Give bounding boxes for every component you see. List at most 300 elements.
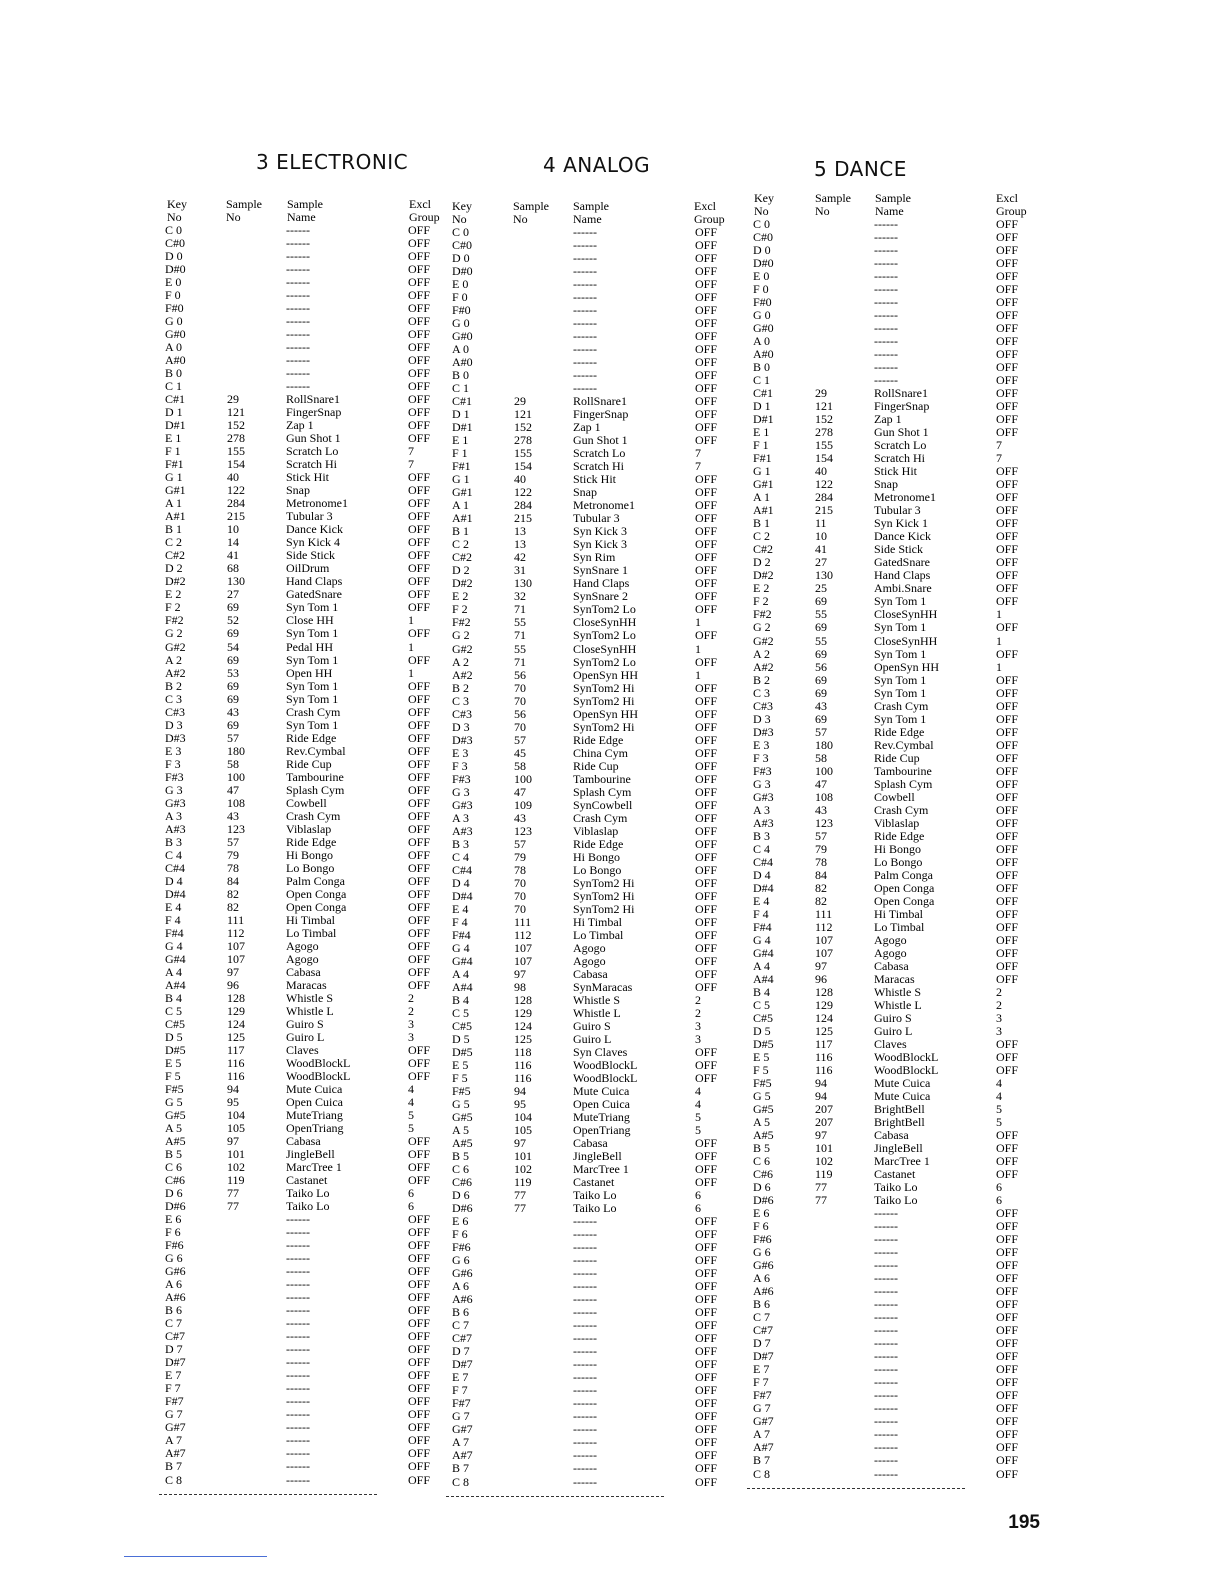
excl-group-cell: 4	[695, 1097, 701, 1112]
excl-group-cell: 4	[408, 1095, 414, 1110]
sample-name-cell: ------	[286, 379, 310, 394]
col-header-sample-no: Sample No	[815, 191, 851, 218]
sample-name-cell: ------	[573, 1318, 597, 1333]
excl-group-cell: OFF	[408, 782, 431, 797]
key-cell: F 6	[753, 1219, 769, 1234]
sample-no-cell: 96	[815, 971, 827, 986]
key-cell: A 4	[165, 964, 183, 979]
excl-group-cell: OFF	[695, 576, 718, 591]
sample-name-cell: SynTom2 Hi	[573, 680, 635, 695]
sample-name-cell: ------	[874, 1388, 898, 1403]
excl-group-cell: OFF	[695, 511, 718, 526]
key-cell: F#0	[753, 295, 772, 310]
key-cell: F#2	[165, 613, 184, 628]
excl-group-cell: OFF	[695, 654, 718, 669]
excl-group-cell: 4	[996, 1089, 1002, 1104]
excl-group-cell: 7	[695, 459, 701, 474]
excl-group-cell: 3	[695, 1018, 701, 1033]
excl-group-cell: OFF	[996, 802, 1019, 817]
key-cell: D 7	[452, 1344, 470, 1359]
sample-name-cell: GatedSnare	[874, 555, 930, 570]
sample-no-cell: 112	[815, 919, 833, 934]
excl-group-cell: OFF	[408, 353, 431, 368]
excl-group-cell: 1	[996, 633, 1002, 648]
key-cell: F 1	[452, 446, 468, 461]
key-cell: F#6	[452, 1240, 471, 1255]
sample-name-cell: Hi Bongo	[573, 849, 621, 864]
key-rows-dance	[753, 218, 1043, 1481]
sample-name-cell: Agogo	[573, 940, 606, 955]
table-row	[452, 916, 747, 929]
table-row	[452, 773, 747, 786]
sample-no-cell: 55	[514, 641, 526, 656]
sample-name-cell: ------	[573, 1344, 597, 1359]
sample-name-cell: Syn Tom 1	[286, 691, 339, 706]
key-cell: B 7	[452, 1461, 470, 1476]
key-cell: B 1	[165, 522, 183, 537]
excl-group-cell: OFF	[695, 953, 718, 968]
key-cell: A 7	[165, 1433, 183, 1448]
sample-name-cell: JingleBell	[286, 1147, 335, 1162]
key-cell: G#0	[165, 327, 186, 342]
sample-name-cell: Syn Tom 1	[286, 678, 339, 693]
excl-group-cell: OFF	[996, 971, 1019, 986]
excl-group-cell: OFF	[408, 1173, 431, 1188]
key-cell: B 6	[753, 1297, 771, 1312]
sample-no-cell: 116	[815, 1063, 833, 1078]
sample-name-cell: ------	[573, 1383, 597, 1398]
sample-name-cell: ------	[874, 243, 898, 258]
sample-name-cell: ------	[286, 275, 310, 290]
sample-name-cell: CloseSynHH	[874, 633, 938, 648]
sample-name-cell: Ride Cup	[874, 750, 920, 765]
table-row	[452, 929, 747, 942]
sample-no-cell: 278	[227, 431, 245, 446]
key-cell: C#1	[165, 392, 186, 407]
table-row	[165, 732, 455, 745]
excl-group-cell: OFF	[996, 737, 1019, 752]
key-cell: C#3	[753, 698, 774, 713]
sample-no-cell: 42	[514, 550, 526, 565]
sample-no-cell: 122	[514, 485, 532, 500]
table-row	[165, 706, 455, 719]
key-cell: E 6	[165, 1212, 182, 1227]
key-cell: F#6	[165, 1238, 184, 1253]
excl-group-cell: OFF	[408, 1316, 431, 1331]
sample-no-cell: 25	[815, 581, 827, 596]
key-cell: D#2	[452, 576, 473, 591]
sample-no-cell: 53	[227, 665, 239, 680]
sample-no-cell: 41	[227, 548, 239, 563]
sample-name-cell: Cabasa	[286, 1134, 321, 1149]
table-row	[165, 979, 455, 992]
sample-no-cell: 215	[514, 511, 532, 526]
excl-group-cell: OFF	[408, 847, 431, 862]
table-row	[452, 994, 747, 1007]
excl-group-cell: OFF	[408, 1355, 431, 1370]
key-cell: C#6	[165, 1173, 186, 1188]
excl-group-cell: OFF	[695, 836, 718, 851]
sample-name-cell: Cabasa	[286, 964, 321, 979]
key-cell: A#2	[165, 665, 186, 680]
excl-group-cell: OFF	[695, 1474, 718, 1489]
sample-name-cell: Castanet	[286, 1173, 328, 1188]
key-cell: D#6	[452, 1201, 473, 1216]
table-row	[165, 823, 455, 836]
excl-group-cell: OFF	[408, 1368, 431, 1383]
sample-name-cell: MarcTree 1	[286, 1160, 342, 1175]
excl-group-cell: 1	[695, 615, 701, 630]
sample-name-cell: Tubular 3	[573, 511, 620, 526]
excl-group-cell: OFF	[408, 496, 431, 511]
excl-group-cell: OFF	[996, 932, 1019, 947]
sample-name-cell: Hand Claps	[573, 576, 630, 591]
key-cell: C 4	[452, 849, 470, 864]
sample-no-cell: 94	[815, 1089, 827, 1104]
excl-group-cell: OFF	[695, 264, 718, 279]
excl-group-cell: OFF	[695, 1357, 718, 1372]
excl-group-cell: 7	[695, 446, 701, 461]
sample-no-cell: 109	[514, 797, 532, 812]
table-row	[452, 708, 747, 721]
kit-title-analog: 4 ANALOG	[543, 153, 651, 177]
sample-name-cell: Syn Kick 4	[286, 535, 340, 550]
excl-group-cell: OFF	[996, 581, 1019, 596]
sample-no-cell: 78	[514, 862, 526, 877]
key-cell: A#4	[753, 971, 774, 986]
sample-name-cell: Scratch Hi	[573, 459, 624, 474]
key-cell: F 2	[165, 600, 181, 615]
key-cell: D 6	[452, 1188, 470, 1203]
excl-group-cell: OFF	[408, 405, 431, 420]
sample-no-cell: 119	[514, 1175, 532, 1190]
table-row	[753, 921, 1043, 934]
excl-group-cell: 1	[996, 659, 1002, 674]
sample-name-cell: Hi Timbal	[286, 912, 336, 927]
key-cell: D 0	[452, 251, 470, 266]
excl-group-cell: OFF	[996, 230, 1019, 245]
excl-group-cell: OFF	[408, 1212, 431, 1227]
excl-group-cell: OFF	[996, 568, 1019, 583]
key-cell: G 6	[452, 1253, 470, 1268]
key-cell: E 1	[165, 431, 182, 446]
sample-no-cell: 121	[227, 405, 245, 420]
sample-name-cell: RollSnare1	[286, 392, 340, 407]
sample-no-cell: 57	[514, 836, 526, 851]
excl-group-cell: OFF	[996, 243, 1019, 258]
sample-no-cell: 180	[227, 743, 245, 758]
key-cell: D 2	[753, 555, 771, 570]
excl-group-cell: OFF	[996, 698, 1019, 713]
sample-name-cell: Taiko Lo	[573, 1188, 617, 1203]
sample-name-cell: WoodBlockL	[286, 1069, 351, 1084]
excl-group-cell: OFF	[408, 769, 431, 784]
key-cell: D 4	[753, 867, 771, 882]
sample-no-cell: 100	[815, 763, 833, 778]
key-cell: E 1	[753, 425, 770, 440]
key-cell: F 5	[165, 1069, 181, 1084]
excl-group-cell: OFF	[408, 1446, 431, 1461]
table-row	[165, 797, 455, 810]
excl-group-cell: 7	[408, 457, 414, 472]
key-cell: C#0	[452, 238, 473, 253]
key-cell: G#1	[753, 477, 774, 492]
excl-group-cell: 6	[408, 1199, 414, 1214]
sample-name-cell: Whistle S	[573, 992, 620, 1007]
excl-group-cell: OFF	[996, 893, 1019, 908]
sample-no-cell: 101	[514, 1149, 532, 1164]
table-row	[753, 908, 1043, 921]
excl-group-cell: OFF	[408, 964, 431, 979]
excl-group-cell: OFF	[996, 464, 1019, 479]
excl-group-cell: OFF	[996, 360, 1019, 375]
key-cell: A 6	[452, 1279, 470, 1294]
excl-group-cell: OFF	[996, 256, 1019, 271]
table-row	[753, 869, 1043, 882]
sample-name-cell: Scratch Hi	[874, 451, 925, 466]
sample-name-cell: Stick Hit	[286, 470, 330, 485]
sample-no-cell: 154	[514, 459, 532, 474]
excl-group-cell: 2	[996, 997, 1002, 1012]
sample-name-cell: Close HH	[286, 613, 334, 628]
key-cell: C 2	[452, 537, 470, 552]
table-bottom-rule	[159, 1494, 377, 1495]
key-cell: G#6	[753, 1258, 774, 1273]
sample-name-cell: Dance Kick	[874, 529, 931, 544]
excl-group-cell: 1	[695, 667, 701, 682]
col-header-excl-group: Excl Group	[694, 199, 725, 226]
key-cell: B 4	[753, 984, 771, 999]
excl-group-cell: OFF	[996, 789, 1019, 804]
sample-no-cell: 77	[815, 1193, 827, 1208]
excl-group-cell: OFF	[695, 602, 718, 617]
key-cell: F#1	[165, 457, 184, 472]
key-cell: D 3	[753, 711, 771, 726]
excl-group-cell: OFF	[408, 314, 431, 329]
excl-group-cell: 5	[996, 1115, 1002, 1130]
sample-no-cell: 284	[815, 490, 833, 505]
table-row	[452, 1007, 747, 1020]
sample-name-cell: ------	[874, 1206, 898, 1221]
sample-name-cell: OpenSyn HH	[573, 667, 638, 682]
excl-group-cell: 6	[408, 1186, 414, 1201]
key-cell: A 4	[452, 966, 470, 981]
excl-group-cell: OFF	[996, 646, 1019, 661]
sample-name-cell: Guiro S	[874, 1010, 912, 1025]
excl-group-cell: OFF	[996, 763, 1019, 778]
key-cell: F#4	[753, 919, 772, 934]
excl-group-cell: OFF	[996, 1128, 1019, 1143]
key-cell: F 3	[753, 750, 769, 765]
table-row	[165, 810, 455, 823]
excl-group-cell: OFF	[695, 472, 718, 487]
key-cell: D#3	[165, 730, 186, 745]
key-cell: C 5	[165, 1003, 183, 1018]
table-row	[753, 726, 1043, 739]
key-cell: F 2	[452, 602, 468, 617]
sample-name-cell: Guiro S	[286, 1016, 324, 1031]
table-row	[165, 627, 455, 640]
key-cell: A 0	[452, 342, 470, 357]
table-row	[165, 875, 455, 888]
key-cell: A#2	[753, 659, 774, 674]
sample-no-cell: 95	[514, 1097, 526, 1112]
key-cell: B 0	[452, 368, 470, 383]
excl-group-cell: OFF	[408, 574, 431, 589]
excl-group-cell: OFF	[695, 238, 718, 253]
sample-no-cell: 29	[514, 394, 526, 409]
col-header-sample-name: Sample Name	[875, 191, 911, 218]
sample-name-cell: OilDrum	[286, 561, 330, 576]
key-cell: C#3	[165, 704, 186, 719]
key-cell: E 0	[452, 277, 469, 292]
sample-name-cell: JingleBell	[874, 1141, 923, 1156]
sample-no-cell: 84	[815, 867, 827, 882]
key-cell: G 5	[165, 1095, 183, 1110]
sample-no-cell: 97	[514, 966, 526, 981]
sample-no-cell: 284	[514, 498, 532, 513]
sample-name-cell: FingerSnap	[286, 405, 342, 420]
sample-name-cell: ------	[286, 288, 310, 303]
sample-no-cell: 69	[815, 685, 827, 700]
key-cell: F 1	[753, 438, 769, 453]
sample-name-cell: Scratch Lo	[286, 444, 339, 459]
excl-group-cell: OFF	[408, 1459, 431, 1474]
key-cell: C#2	[452, 550, 473, 565]
sample-name-cell: ------	[573, 1396, 597, 1411]
key-cell: G 0	[165, 314, 183, 329]
excl-group-cell: OFF	[408, 1160, 431, 1175]
sample-no-cell: 55	[514, 615, 526, 630]
sample-name-cell: Crash Cym	[286, 704, 341, 719]
sample-name-cell: Hi Timbal	[874, 906, 924, 921]
sample-name-cell: BrightBell	[874, 1115, 925, 1130]
table-row	[165, 1005, 455, 1018]
key-cell: A#6	[165, 1290, 186, 1305]
sample-name-cell: SynCowbell	[573, 797, 633, 812]
sample-name-cell: ------	[573, 303, 597, 318]
sample-no-cell: 130	[227, 574, 245, 589]
table-row	[452, 786, 747, 799]
sample-name-cell: ------	[573, 225, 597, 239]
sample-no-cell: 13	[514, 537, 526, 552]
key-cell: F#5	[165, 1082, 184, 1097]
excl-group-cell: OFF	[996, 477, 1019, 492]
excl-group-cell: OFF	[996, 750, 1019, 765]
sample-name-cell: SynSnare 1	[573, 563, 628, 578]
key-cell: B 7	[165, 1459, 183, 1474]
table-row	[452, 643, 747, 656]
key-cell: B 3	[452, 836, 470, 851]
excl-group-cell: OFF	[695, 1461, 718, 1476]
sample-no-cell: 207	[815, 1115, 833, 1130]
key-cell: C#7	[753, 1323, 774, 1338]
key-cell: B 2	[165, 678, 183, 693]
sample-no-cell: 47	[227, 782, 239, 797]
sample-name-cell: Whistle S	[286, 990, 333, 1005]
key-cell: F 6	[452, 1227, 468, 1242]
key-cell: E 4	[753, 893, 770, 908]
sample-no-cell: 31	[514, 563, 526, 578]
excl-group-cell: OFF	[996, 516, 1019, 531]
excl-group-cell: 2	[408, 990, 414, 1005]
sample-name-cell: ------	[573, 264, 597, 279]
excl-group-cell: OFF	[408, 470, 431, 485]
sample-name-cell: Zap 1	[286, 418, 314, 433]
key-cell: C#7	[165, 1329, 186, 1344]
excl-group-cell: OFF	[695, 693, 718, 708]
sample-no-cell: 155	[815, 438, 833, 453]
sample-name-cell: ------	[286, 353, 310, 368]
table-row	[753, 947, 1043, 960]
excl-group-cell: OFF	[996, 1323, 1019, 1338]
key-cell: F#5	[452, 1084, 471, 1099]
excl-group-cell: OFF	[695, 316, 718, 331]
sample-name-cell: ------	[573, 1474, 597, 1489]
sample-no-cell: 97	[514, 1136, 526, 1151]
sample-name-cell: Dance Kick	[286, 522, 343, 537]
excl-group-cell: OFF	[408, 704, 431, 719]
sample-name-cell: ------	[573, 1214, 597, 1229]
sample-name-cell: Taiko Lo	[573, 1201, 617, 1216]
key-cell: D#2	[753, 568, 774, 583]
sample-name-cell: ------	[874, 1375, 898, 1390]
col-header-sample-no: Sample No	[513, 199, 549, 226]
key-cell: A 1	[452, 498, 470, 513]
key-cell: C#6	[753, 1167, 774, 1182]
table-row	[165, 966, 455, 979]
key-cell: C 1	[165, 379, 183, 394]
excl-group-cell: OFF	[695, 628, 718, 643]
key-cell: A#6	[452, 1292, 473, 1307]
sample-name-cell: ------	[286, 340, 310, 355]
sample-no-cell: 70	[514, 693, 526, 708]
sample-name-cell: ------	[874, 1440, 898, 1455]
excl-group-cell: OFF	[996, 1141, 1019, 1156]
sample-no-cell: 111	[514, 914, 532, 929]
sample-name-cell: ------	[874, 1232, 898, 1247]
excl-group-cell: OFF	[996, 529, 1019, 544]
sample-name-cell: Metronome1	[286, 496, 348, 511]
sample-no-cell: 124	[815, 1010, 833, 1025]
excl-group-cell: OFF	[695, 1383, 718, 1398]
excl-group-cell: OFF	[408, 1290, 431, 1305]
sample-name-cell: Tubular 3	[286, 509, 333, 524]
key-cell: G#6	[452, 1266, 473, 1281]
key-cell: E 7	[452, 1370, 469, 1385]
table-row	[753, 895, 1043, 908]
sample-name-cell: Syn Rim	[573, 550, 616, 565]
excl-group-cell: OFF	[695, 1409, 718, 1424]
excl-group-cell: OFF	[996, 945, 1019, 960]
key-cell: E 5	[753, 1050, 770, 1064]
sample-name-cell: Tambourine	[286, 769, 344, 784]
key-cell: D 1	[452, 407, 470, 422]
sample-no-cell: 154	[227, 457, 245, 472]
col-header-excl-group: Excl Group	[409, 197, 440, 224]
key-cell: C#1	[753, 386, 774, 401]
excl-group-cell: OFF	[695, 1058, 718, 1072]
sample-no-cell: 27	[815, 555, 827, 570]
sample-no-cell: 29	[815, 386, 827, 401]
key-cell: G 6	[753, 1245, 771, 1260]
sample-name-cell: RollSnare1	[573, 394, 627, 409]
excl-group-cell: OFF	[408, 223, 431, 237]
key-cell: G 0	[452, 316, 470, 331]
sample-name-cell: Ride Edge	[874, 724, 925, 739]
excl-group-cell: OFF	[408, 1042, 431, 1057]
key-cell: E 1	[452, 433, 469, 448]
